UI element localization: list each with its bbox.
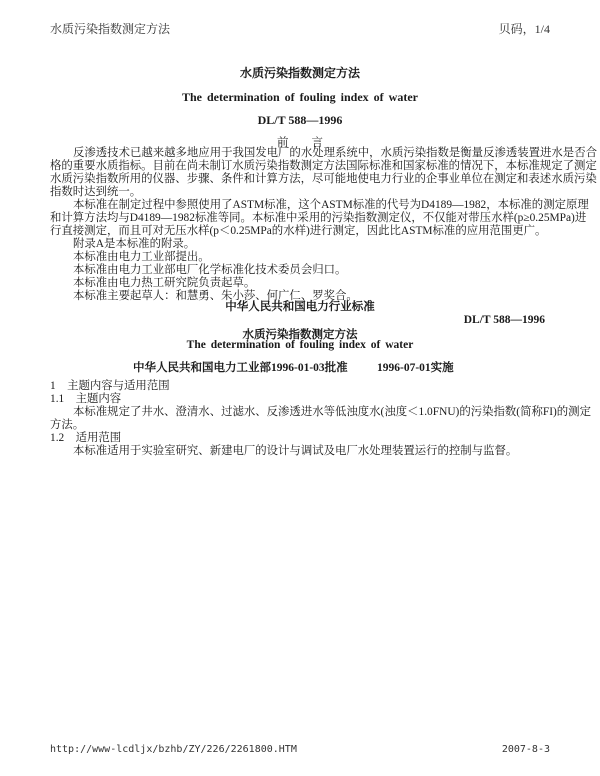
standard-title-en: The determination of fouling index of water — [186, 339, 414, 351]
foreword-line: 本标准由电力热工研究院负责起草。 — [73, 277, 256, 289]
foreword-line: 反渗透技术已越来越多地应用于我国发电厂的水处理系统中，水质污染指数是衡量反渗透装置进水是否合 — [73, 147, 597, 159]
footer-date: 2007-8-3 — [501, 744, 550, 755]
section-1-2-text: 本标准适用于实验室研究、新建电厂的设计与调试及电厂水处理装置运行的控制与监督。 — [73, 445, 518, 457]
standard-title: 水质污染指数测定方法 — [242, 329, 358, 341]
doc-title-en: The determination of fouling index of water — [182, 90, 418, 104]
foreword-line: 附录A是本标准的附录。 — [73, 238, 196, 250]
foreword-line: 指数时达到统一。 — [50, 186, 142, 198]
header-title: 水质污染指数测定方法 — [50, 22, 171, 36]
section-1-1-text: 方法。 — [50, 419, 85, 431]
foreword-line: 本标准在制定过程中参照使用了ASTM标准，这个ASTM标准的代号为D4189—1982，本标准的测定原理 — [73, 199, 589, 211]
foreword-line: 格的重要水质指标。目前在尚未制订水质污染指数测定方法国际标准和国家标准的情况下，本标准规定了测定 — [50, 160, 597, 172]
standard-org: 中华人民共和国电力行业标准 — [225, 301, 375, 313]
foreword-line: 本标准由电力工业部电厂化学标准化技术委员会归口。 — [73, 264, 347, 276]
section-1-1-heading: 1.1 主题内容 — [50, 393, 122, 405]
foreword-line: 和计算方法均与D4189—1982标准等同。本标准中采用的污染指数测定仪，不仅能对带压水样(p≥0.25MPa)进 — [50, 212, 587, 224]
header-page: 贝码，1/4 — [498, 22, 550, 36]
footer-url: http://www-lcdljx/bzhb/ZY/226/2261800.HTM — [50, 744, 297, 755]
section-1-heading: 1 主题内容与适用范围 — [50, 380, 170, 392]
foreword-line: 本标准主要起草人：和慧勇、朱小莎、何广仁、罗奖合。 — [73, 290, 358, 302]
foreword-line: 水质污染指数所用的仪器、步骤、条件和计算方法，尽可能地使电力行业的企事业单位在测定和表述水质污染 — [50, 173, 597, 185]
doc-code: DL/T 588—1996 — [257, 113, 343, 127]
standard-code: DL/T 588—1996 — [463, 314, 545, 326]
foreword-heading: 前 言 — [277, 137, 323, 149]
effective-date: 1996-07-01实施 — [377, 362, 454, 374]
foreword-line: 本标准由电力工业部提出。 — [73, 251, 210, 263]
section-1-2-heading: 1.2 适用范围 — [50, 432, 122, 444]
section-1-1-text: 本标准规定了井水、澄清水、过滤水、反渗透进水等低浊度水(浊度＜1.0FNU)的污染指数(简称FI)的测定 — [73, 406, 591, 418]
doc-title: 水质污染指数测定方法 — [239, 66, 360, 80]
approval-date: 中华人民共和国电力工业部1996-01-03批准 — [133, 362, 348, 374]
foreword-line: 行直接测定，而且可对无压水样(p＜0.25MPa的水样)进行测定，因此比ASTM标准的应用范围更广。 — [50, 225, 547, 237]
